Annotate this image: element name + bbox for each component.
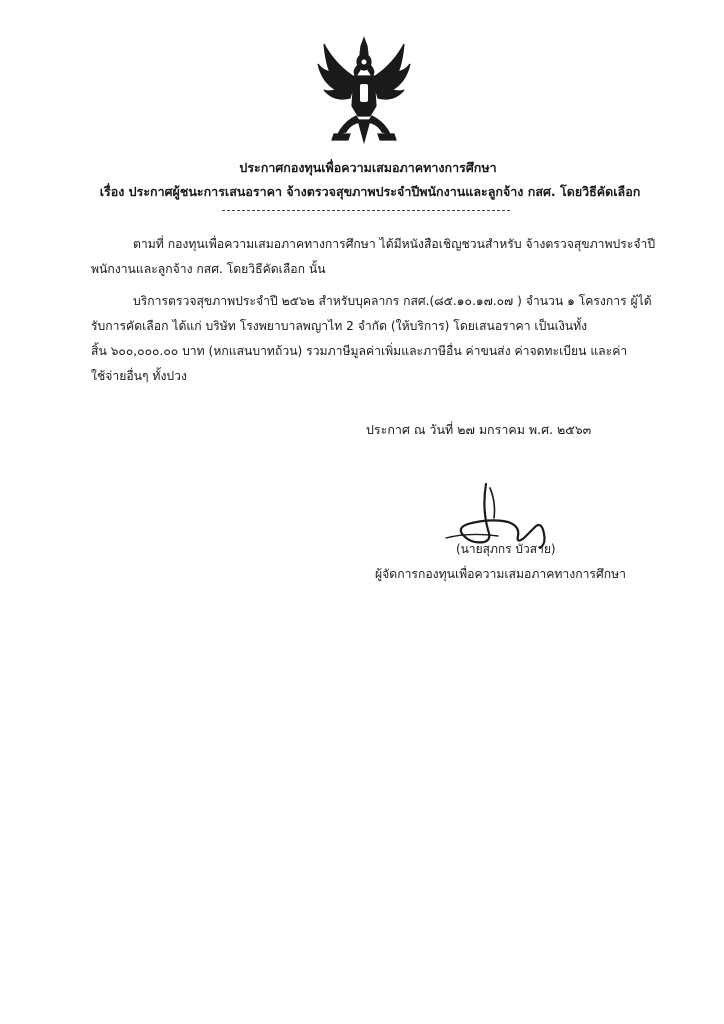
signer-position: ผู้จัดการกองทุนเพื่อความเสมอภาคทางการศึกษา: [375, 567, 626, 581]
paragraph-2-line-3: สิ้น ๖๐๐,๐๐๐.๐๐ บาท (หกแสนบาทถ้วน) รวมภาษีมูลค่าเพิ่มและภาษีอื่น ค่าขนส่ง ค่าจดทะเบียน และค่า: [91, 344, 628, 358]
announcement-date: ประกาศ ณ วันที่ ๒๗ มกราคม พ.ศ. ๒๕๖๓: [366, 422, 592, 437]
paragraph-1-line-2: พนักงานและลูกจ้าง กสศ. โดยวิธีคัดเลือก นั้น: [91, 262, 326, 276]
signer-name: (นายสุภกร บัวสาย): [456, 542, 556, 556]
dashed-divider: [222, 210, 510, 211]
paragraph-2-line-1: บริการตรวจสุขภาพประจำปี ๒๕๖๒ สำหรับบุคลากร กสศ.(๘๕.๑๐.๑๗.๐๗ ) จำนวน ๑ โครงการ ผู้ได้: [133, 294, 652, 308]
garuda-emblem-icon: [316, 36, 412, 148]
paragraph-2-line-2: รับการคัดเลือก ได้แก่ บริษัท โรงพยาบาลพญาไท 2 จำกัด (ให้บริการ) โดยเสนอราคา เป็นเงินทั้ง: [91, 319, 588, 333]
paragraph-1-line-1: ตามที่ กองทุนเพื่อความเสมอภาคทางการศึกษา ได้มีหนังสือเชิญชวนสำหรับ จ้างตรวจสุขภาพประจำปี: [133, 237, 656, 251]
announcement-title: ประกาศกองทุนเพื่อความเสมอภาคทางการศึกษา: [239, 160, 497, 175]
announcement-subject: เรื่อง ประกาศผู้ชนะการเสนอราคา จ้างตรวจสุขภาพประจำปีพนักงานและลูกจ้าง กสศ. โดยวิธีคัดเลือก: [99, 184, 641, 199]
paragraph-2-line-4: ใช้จ่ายอื่นๆ ทั้งปวง: [91, 369, 187, 383]
